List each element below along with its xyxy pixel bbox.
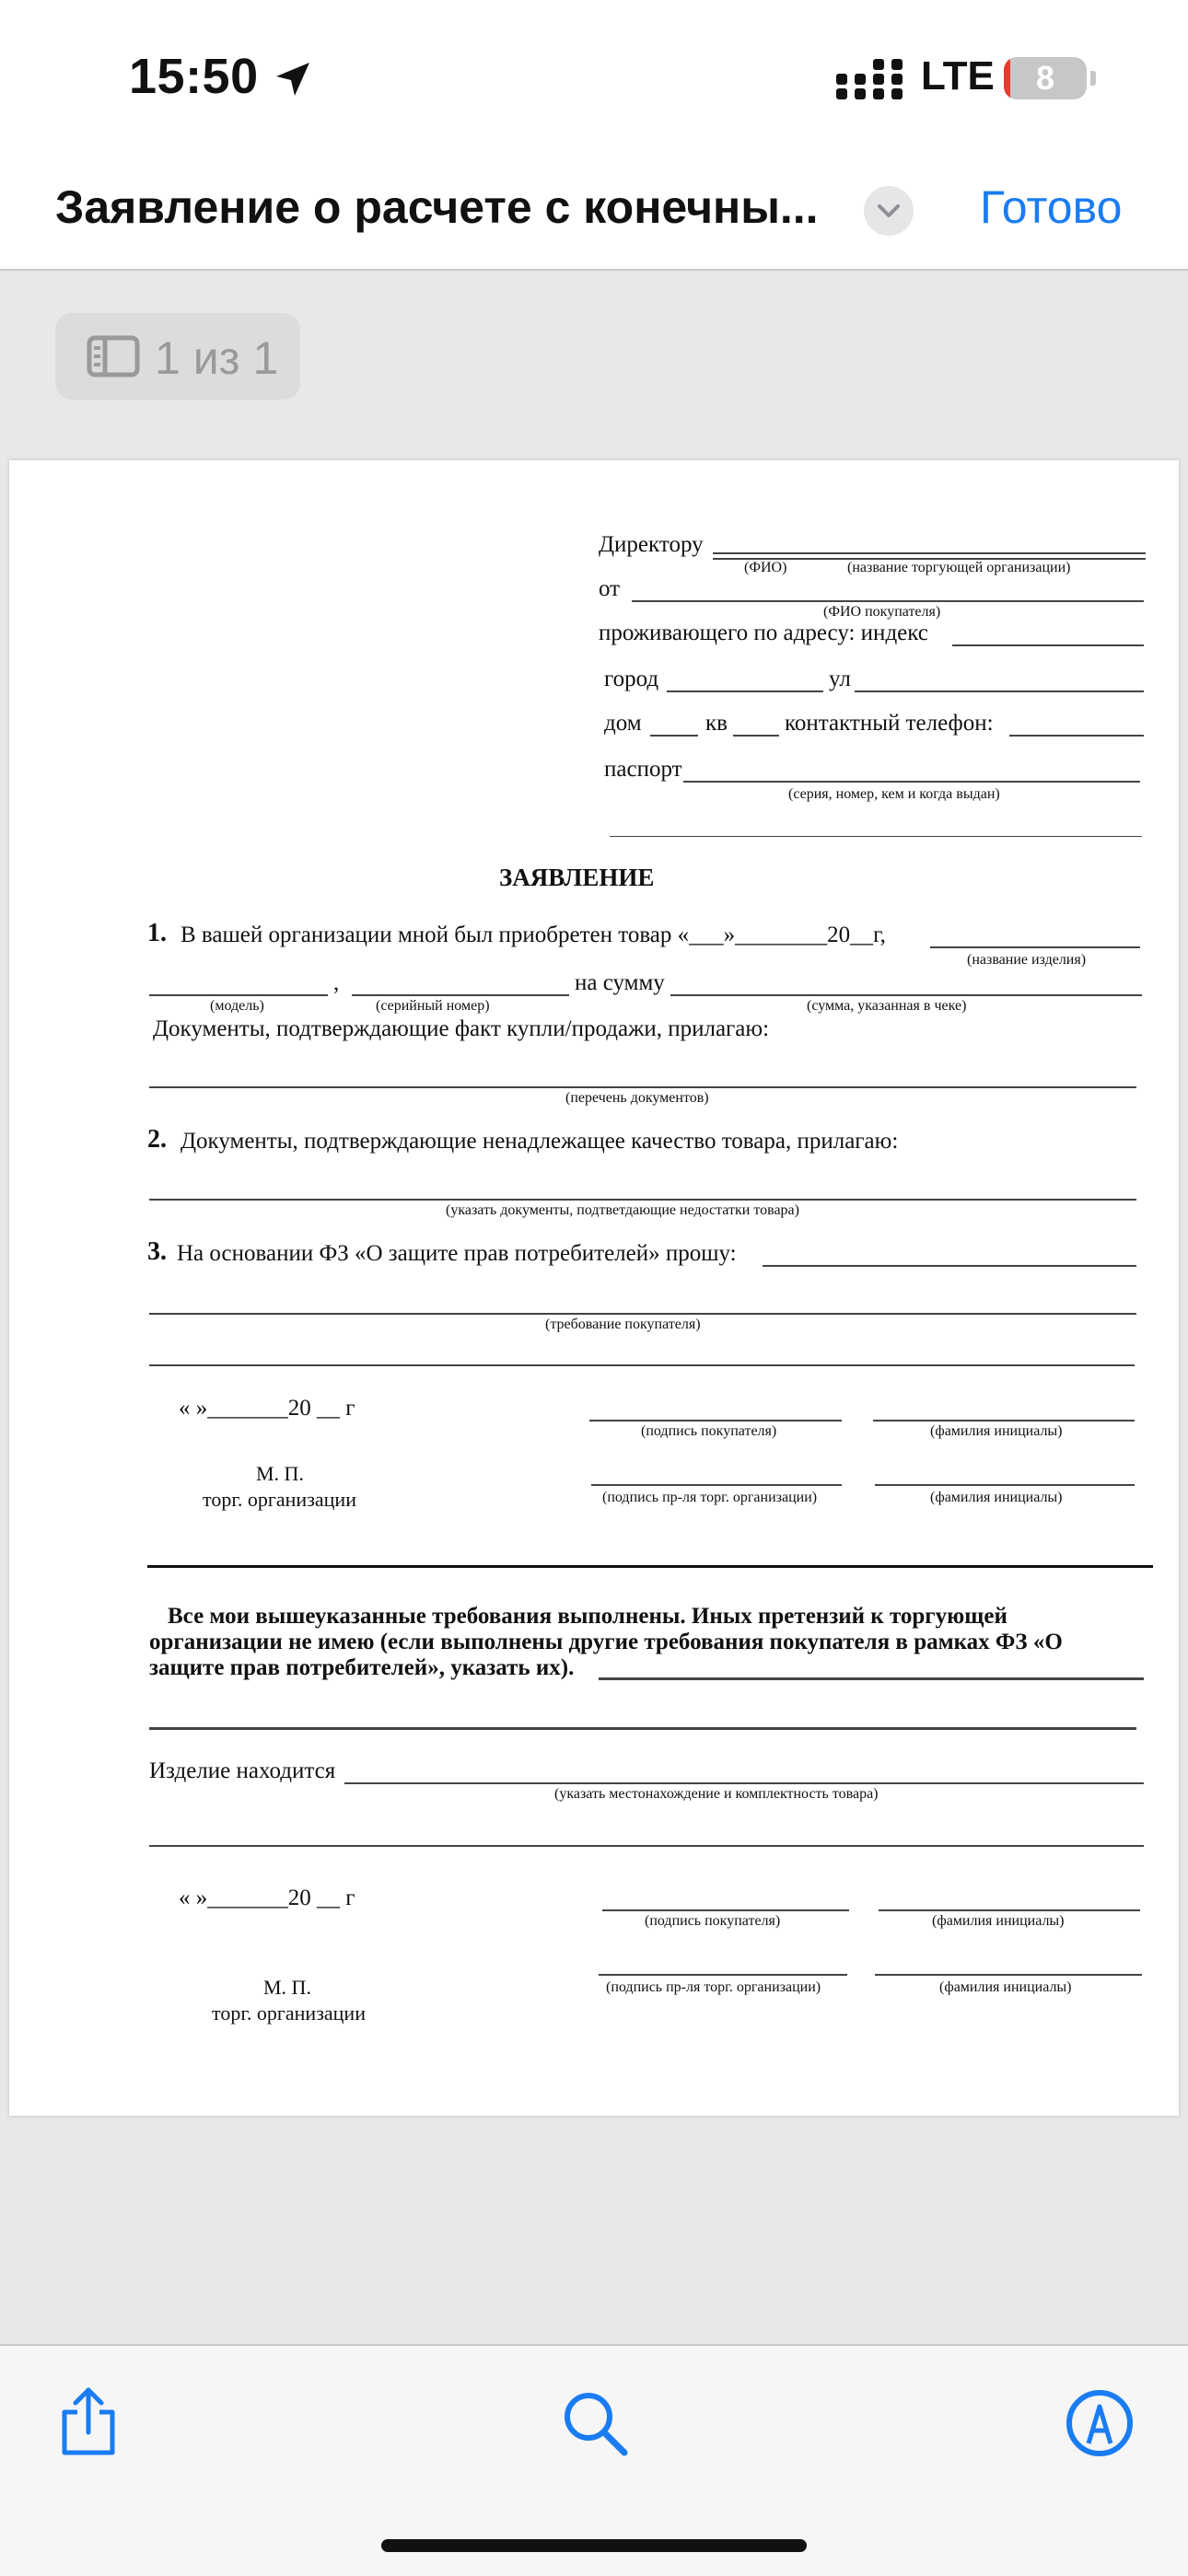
to-director-label: Директору (599, 532, 704, 557)
street-label: ул (829, 667, 851, 691)
sidebar-icon (87, 335, 140, 377)
date-line-2: « »_______20 __ г (179, 1886, 355, 1910)
item-located-label: Изделие находится (149, 1758, 336, 1783)
cellular-signal-icon (834, 57, 910, 101)
caption-demand: (требование покупателя) (545, 1317, 701, 1332)
doc-list-line (149, 1086, 1136, 1088)
initials-line-3 (879, 1909, 1140, 1911)
caption-buyer-fio: (ФИО покупателя) (823, 604, 941, 620)
model-line (149, 994, 328, 996)
phone-label: контактный телефон: (785, 711, 994, 736)
mp-label-2: М. П. (263, 1976, 311, 1999)
item-3-text: На основании ФЗ «О защите прав потребителей» прошу: (177, 1241, 737, 1266)
initials-line-2 (875, 1484, 1135, 1486)
battery-icon (1004, 57, 1087, 99)
comma: , (333, 970, 340, 995)
passport-line (683, 781, 1140, 783)
caption-initials-4: (фамилия инициалы) (939, 1979, 1072, 1995)
caption-passport: (серия, номер, кем и когда выдан) (788, 786, 1000, 802)
item-2-text: Документы, подтверждающие ненадлежащее качество товара, прилагаю: (181, 1129, 899, 1154)
search-icon[interactable] (560, 2388, 630, 2458)
document-page (9, 460, 1179, 2116)
markup-icon[interactable] (1063, 2386, 1136, 2460)
other-demands-line-1 (599, 1677, 1144, 1680)
docs-purchase-text: Документы, подтверждающие факт купли/продажи, прилагаю: (153, 1016, 770, 1041)
caption-org-name: (название торгующей организации) (847, 560, 1071, 575)
location-line-2 (149, 1845, 1144, 1847)
passport-line-2 (610, 836, 1142, 837)
defects-line (149, 1199, 1136, 1201)
caption-location: (указать местонахождение и комплектность товара) (554, 1786, 879, 1802)
trade-org-label-2: торг. организации (212, 2002, 366, 2025)
caption-model: (модель) (210, 998, 264, 1014)
caption-rep-sign-2: (подпись пр-ля торг. организации) (606, 1979, 821, 1995)
caption-initials-1: (фамилия инициалы) (930, 1423, 1063, 1439)
house-line (650, 735, 698, 737)
location-arrow-icon (273, 59, 313, 99)
done-button[interactable]: Готово (980, 181, 1123, 233)
bold-paragraph-line-1: Все мои вышеуказанные требования выполнены. Иных претензий к торгующей (168, 1604, 1007, 1629)
trade-org-label-1: торг. организации (203, 1488, 356, 1511)
share-icon[interactable] (55, 2385, 122, 2458)
demand-line-2 (149, 1313, 1136, 1315)
home-indicator (381, 2539, 807, 2552)
buyer-sign-line-2 (602, 1909, 849, 1911)
serial-line (352, 994, 569, 996)
location-line (344, 1782, 1144, 1784)
item-1-text: В вашей организации мной был приобретен товар «___»________20__г, (181, 922, 886, 947)
caption-buyer-sign-2: (подпись покупателя) (645, 1913, 781, 1929)
caption-doc-list: (перечень документов) (565, 1090, 709, 1106)
apt-label: кв (705, 711, 728, 736)
caption-sum: (сумма, указанная в чеке) (807, 998, 967, 1014)
date-line-1: « »_______20 __ г (179, 1396, 355, 1421)
caption-fio: (ФИО) (744, 560, 787, 575)
city-line (667, 690, 823, 692)
page-indicator-label: 1 из 1 (155, 332, 279, 384)
bold-paragraph-line-2: организации не имею (если выполнены другие требования покупателя в рамках ФЗ «О (149, 1630, 1063, 1654)
battery-cap (1090, 71, 1096, 86)
caption-rep-sign-1: (подпись пр-ля торг. организации) (602, 1490, 818, 1505)
mp-label-1: М. П. (256, 1462, 304, 1485)
title-menu-button[interactable] (864, 186, 914, 236)
phone-line (1009, 735, 1144, 737)
from-label: от (599, 576, 621, 601)
chevron-down-icon (864, 186, 914, 236)
product-line (930, 946, 1140, 948)
caption-serial: (серийный номер) (376, 998, 490, 1014)
item-3-number: 3. (147, 1237, 167, 1266)
director-line (713, 552, 1146, 554)
initials-line-4 (875, 1974, 1142, 1976)
status-time: 15:50 (129, 49, 259, 104)
amount-label: на сумму (575, 970, 665, 995)
buyer-sign-line-1 (589, 1420, 842, 1421)
section-divider (147, 1565, 1153, 1568)
item-1-number: 1. (147, 919, 167, 947)
demand-line-3 (149, 1364, 1135, 1366)
city-label: город (604, 667, 659, 691)
demand-line-1 (763, 1265, 1136, 1267)
statement-heading: ЗАЯВЛЕНИЕ (499, 864, 655, 891)
index-line (952, 644, 1144, 646)
bold-paragraph-line-3: защите прав потребителей», указать их). (149, 1655, 575, 1680)
rep-sign-line-2 (599, 1974, 847, 1976)
caption-buyer-sign-1: (подпись покупателя) (641, 1423, 777, 1439)
caption-product: (название изделия) (967, 952, 1087, 968)
house-label: дом (604, 711, 642, 736)
caption-initials-2: (фамилия инициалы) (930, 1490, 1063, 1505)
network-type: LTE (921, 53, 995, 99)
from-line (632, 600, 1144, 602)
rep-sign-line-1 (591, 1484, 842, 1486)
document-title[interactable]: Заявление о расчете с конечны... (55, 181, 819, 233)
street-line (855, 690, 1144, 692)
passport-label: паспорт (604, 757, 682, 782)
other-demands-line-2 (149, 1727, 1136, 1730)
amount-line (670, 994, 1142, 996)
battery-percent: 8 (1035, 59, 1055, 97)
caption-initials-3: (фамилия инициалы) (932, 1913, 1065, 1929)
caption-defects: (указать документы, подтветдающие недостатки товара) (446, 1202, 799, 1218)
initials-line-1 (873, 1420, 1135, 1421)
address-label: проживающего по адресу: индекс (599, 621, 928, 645)
apt-line (733, 735, 779, 737)
item-2-number: 2. (147, 1125, 167, 1154)
